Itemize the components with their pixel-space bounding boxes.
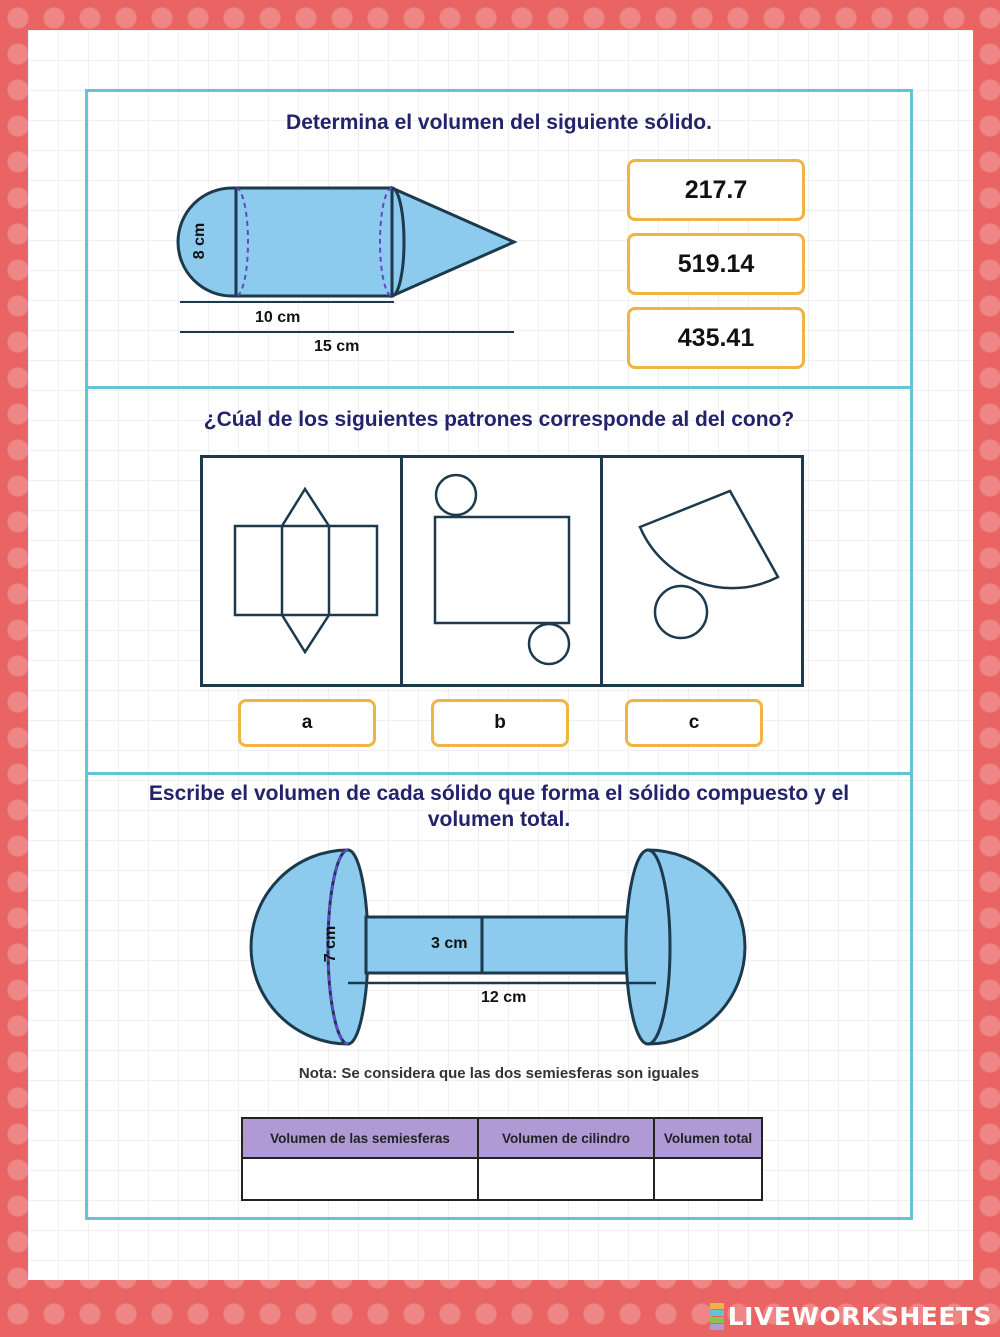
brand-name: LIVEWORKSHEETS — [727, 1302, 992, 1331]
total-length-label: 15 cm — [314, 338, 360, 355]
cylinder-length-label: 10 cm — [255, 309, 301, 326]
liveworksheets-brand — [710, 1302, 992, 1331]
header-total-volume: Volumen total — [654, 1118, 762, 1158]
cylinder-length-label: 12 cm — [481, 989, 527, 1006]
pattern-option-a[interactable]: a — [238, 699, 376, 747]
header-cylinder-volume: Volumen de cilindro — [478, 1118, 654, 1158]
cylinder-diameter-label: 3 cm — [431, 935, 468, 952]
question-2-title: ¿Cúal de los siguientes patrones corresponde al del cono? — [203, 408, 795, 431]
diameter-label: 8 cm — [191, 222, 209, 260]
header-hemispheres-volume: Volumen de las semiesferas — [242, 1118, 478, 1158]
pattern-option-b[interactable]: b — [431, 699, 569, 747]
cylinder-volume-cell[interactable] — [478, 1158, 654, 1200]
question-1-title: Determina el volumen del siguiente sólido. — [286, 111, 712, 134]
hemispheres-volume-cell[interactable] — [242, 1158, 478, 1200]
answer-option-2[interactable]: 519.14 — [627, 233, 805, 295]
total-volume-cell[interactable] — [654, 1158, 762, 1200]
question-1-panel — [85, 89, 913, 389]
question-2-panel — [85, 386, 913, 775]
answer-option-3[interactable]: 435.41 — [627, 307, 805, 369]
answer-option-1[interactable]: 217.7 — [627, 159, 805, 221]
note-text: Nota: Se considera que las dos semiesferas son iguales — [298, 1065, 700, 1082]
hemisphere-diameter-label: 7 cm — [322, 925, 340, 963]
cone-net-patterns — [200, 455, 804, 687]
pattern-option-c[interactable]: c — [625, 699, 763, 747]
liveworksheets-logo-icon — [710, 1303, 724, 1330]
question-3-title: Escribe el volumen de cada sólido que forma el sólido compuesto y el volumen total. — [148, 782, 850, 831]
question-3-panel — [85, 772, 913, 1220]
volume-table — [241, 1117, 763, 1201]
